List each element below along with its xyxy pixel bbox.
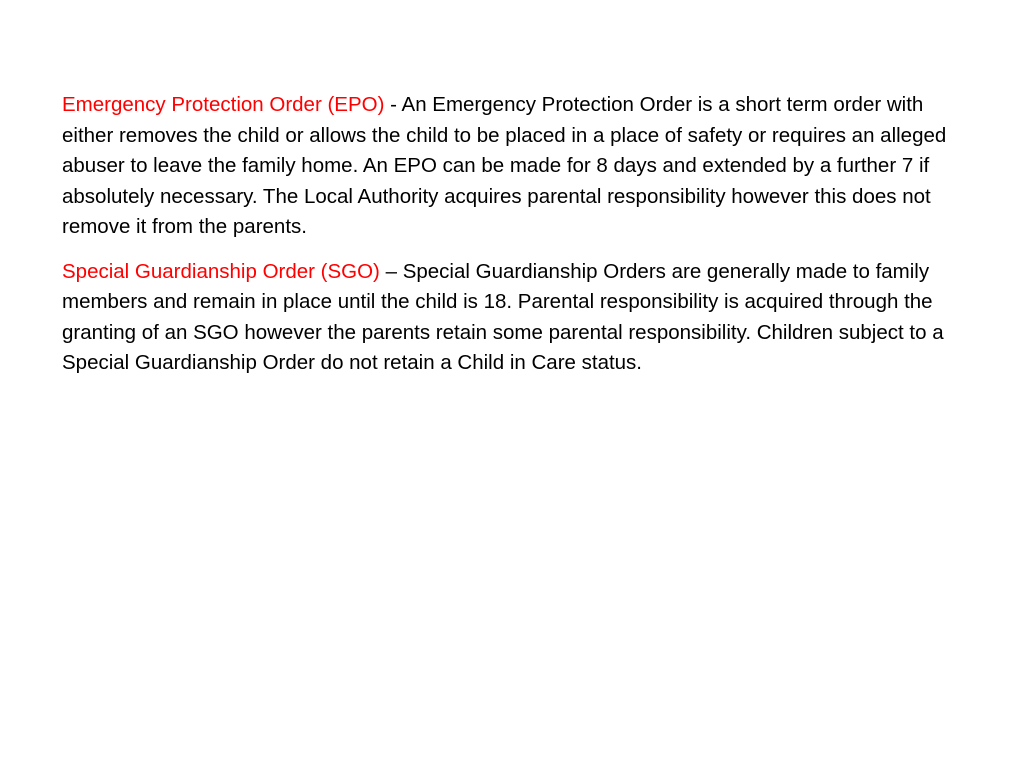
paragraph-sgo (62, 257, 967, 379)
separator-sgo: – (379, 259, 403, 283)
definition-sgo: Special Guardianship Orders are generally made to family members and remain in place until the child is 18. Parental responsibility is acquired through the granting of an SGO however the parents retain some parental responsibility. Children subject to a Special Guardianship Order do not retain a Child in Care status. (62, 259, 944, 374)
separator-epo: - (384, 93, 402, 116)
slide-body (62, 90, 967, 393)
paragraph-epo (62, 90, 967, 243)
definition-epo: An Emergency Protection Order is a short term order with either removes the child or allows the child to be placed in a place of safety or requires an alleged abuser to leave the family home. An EPO can be made for 8 days and extended by a further 7 if absolutely necessary. The Local Authority acquires parental responsibility however this does not remove it from the parents. (62, 93, 947, 238)
term-sgo: Special Guardianship Order (SGO) (62, 259, 380, 283)
term-epo: Emergency Protection Order (EPO) (62, 93, 385, 116)
